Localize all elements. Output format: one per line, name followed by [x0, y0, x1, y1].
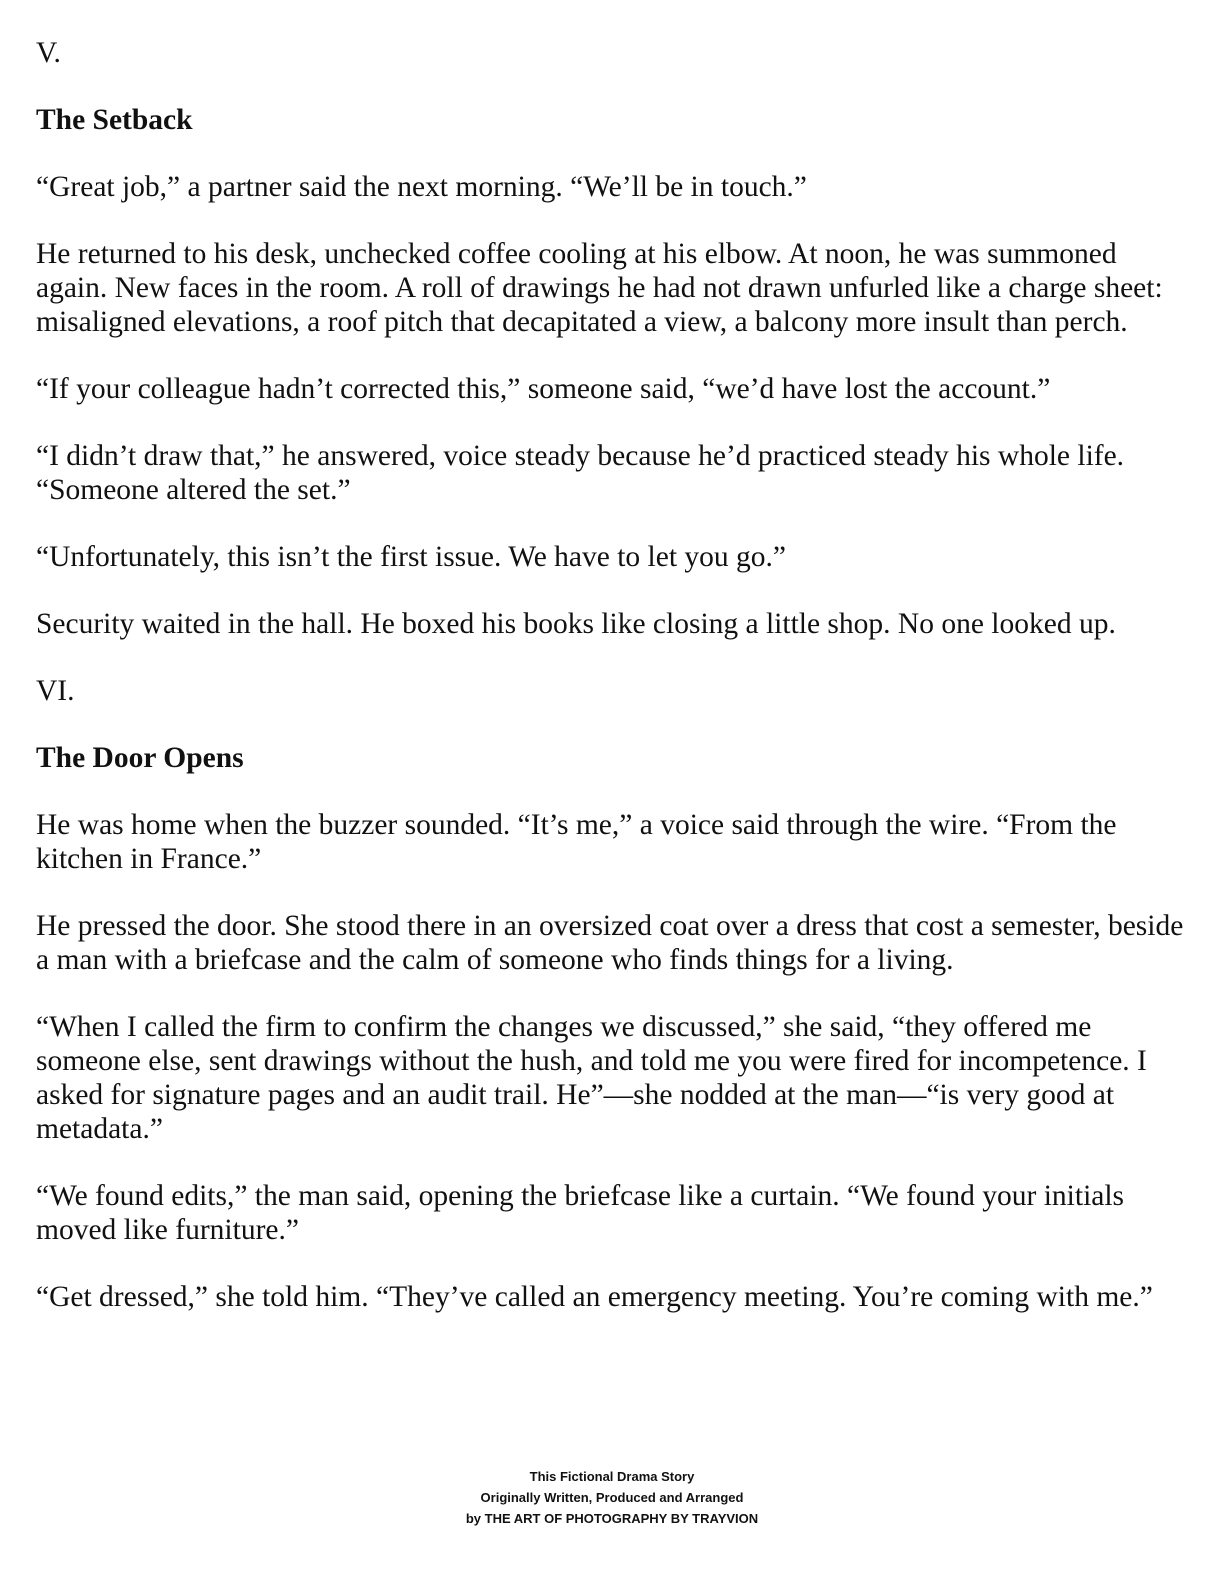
paragraph: “I didn’t draw that,” he answered, voice steady because he’d practiced steady his whole life. “Someone altered the set.”: [36, 440, 1125, 506]
paragraph: He returned to his desk, unchecked coffee cooling at his elbow. At noon, he was summoned again. New faces in the room. A roll of drawings he had not drawn unfurled like a charge sheet: misaligned elevations, a roof pitch that decapitated a view, a balcony more insult than perch.: [36, 238, 1163, 338]
paragraph: “We found edits,” the man said, opening the briefcase like a curtain. “We found your initials moved like furniture.”: [36, 1180, 1125, 1246]
document-body: [36, 36, 1186, 1347]
footer-line: by THE ART OF PHOTOGRAPHY BY TRAYVION: [465, 1511, 759, 1526]
paragraph: “Great job,” a partner said the next morning. “We’ll be in touch.”: [36, 171, 807, 203]
paragraph: Security waited in the hall. He boxed his books like closing a little shop. No one looked up.: [36, 608, 1116, 640]
section-title: The Door Opens: [36, 742, 244, 774]
paragraph: He pressed the door. She stood there in an oversized coat over a dress that cost a semester, beside a man with a briefcase and the calm of someone who finds things for a living.: [36, 910, 1184, 976]
footer-line: Originally Written, Produced and Arranged: [480, 1490, 744, 1505]
credits-footer: [0, 1466, 1224, 1529]
section-numeral: V.: [36, 37, 61, 69]
paragraph: “When I called the firm to confirm the changes we discussed,” she said, “they offered me someone else, sent drawings without the hush, and told me you were fired for incompetence. I asked for signature pages and an audit trail. He”—she nodded at the man—“is very good at metadata.”: [36, 1011, 1147, 1145]
paragraph: “If your colleague hadn’t corrected this,” someone said, “we’d have lost the account.”: [36, 373, 1051, 405]
footer-line: This Fictional Drama Story: [529, 1469, 695, 1484]
paragraph: He was home when the buzzer sounded. “It’s me,” a voice said through the wire. “From the kitchen in France.”: [36, 809, 1117, 875]
section-numeral: VI.: [36, 675, 75, 707]
section-title: The Setback: [36, 104, 193, 136]
paragraph: “Get dressed,” she told him. “They’ve called an emergency meeting. You’re coming with me.”: [36, 1281, 1153, 1313]
paragraph: “Unfortunately, this isn’t the first issue. We have to let you go.”: [36, 541, 787, 573]
